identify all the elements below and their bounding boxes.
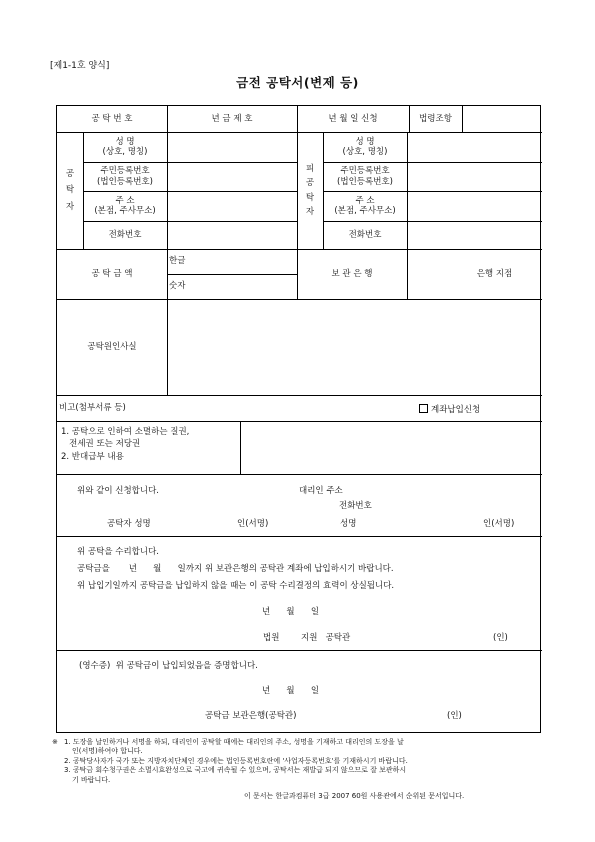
account-deposit-checkbox[interactable] bbox=[419, 403, 480, 415]
agent-seal[interactable]: 인(서명) bbox=[483, 519, 515, 529]
accept-line-2: 공탁금을 년 월 일까지 위 보관은행의 공탁관 계좌에 납입하시기 바랍니다. bbox=[77, 564, 394, 574]
deposit-number-label: 공 탁 번 호 bbox=[91, 113, 133, 124]
depositee-reg-input[interactable] bbox=[407, 162, 542, 191]
law-article-label: 법령조항 bbox=[419, 113, 452, 124]
document-notice: 이 문서는 한글과컴퓨터 3급 2007 60원 사용관에서 순위된 문서입니다. bbox=[244, 792, 465, 800]
depositor-label: 공 탁 자 bbox=[65, 169, 75, 212]
agent-address-label: 대리인 주소 bbox=[299, 486, 343, 496]
agent-name-label: 성명 bbox=[340, 519, 357, 529]
receipt-line: (영수증) 위 공탁금이 납입되었음을 증명합니다. bbox=[79, 661, 258, 671]
depositor-signature-label: 공탁자 성명 bbox=[107, 519, 151, 529]
depositee-address-label: 주 소 (본점, 주사무소) bbox=[334, 195, 396, 216]
depositor-reg-input[interactable] bbox=[167, 162, 297, 191]
receipt-bank: 공탁금 보관은행(공탁관) bbox=[205, 711, 297, 721]
amount-digits-field[interactable]: 숫자 bbox=[169, 281, 186, 292]
checkbox-icon[interactable] bbox=[419, 404, 428, 413]
accept-line-3: 위 납입기일까지 공탁금을 납입하지 않을 때는 이 공탁 수리결정의 효력이 상실됩니다. bbox=[77, 581, 395, 591]
depositee-name-label: 성 명 (상호, 명칭) bbox=[342, 136, 388, 157]
accept-date: 년 월 일 bbox=[262, 607, 320, 617]
apply-date-field[interactable]: 년 월 일 신청 bbox=[328, 113, 378, 124]
depositor-address-label: 주 소 (본점, 주사무소) bbox=[94, 195, 156, 216]
custody-bank-field[interactable]: 은행 지점 bbox=[476, 268, 513, 279]
accept-office: 법원 지원 공탁관 bbox=[263, 633, 351, 643]
depositor-phone-input[interactable] bbox=[167, 221, 297, 249]
depositee-label: 피 공 탁 자 bbox=[305, 163, 315, 217]
accept-seal[interactable]: (인) bbox=[493, 633, 508, 643]
apply-statement: 위와 같이 신청합니다. bbox=[77, 486, 160, 496]
receipt-date: 년 월 일 bbox=[262, 686, 320, 696]
receipt-seal[interactable]: (인) bbox=[447, 711, 462, 721]
depositor-seal[interactable]: 인(서명) bbox=[237, 519, 269, 529]
footnotes: 1. 도장을 날인하거나 서명을 하되, 대리인이 공탁할 때에는 대리인의 주소, 성명을 기재하고 대리인의 도장을 날 인(서명)하여야 합니다. 2. 공탁당사자가 국가 또는 지방자치단체인 경우에는 법인등록번호란에 '사업자등록번호'를 기재하시기 바랍니다. 3. 공탁금 회수청구권은 소멸시효완성으로 국고에 귀속될 수 있으며, 공탁서는 재발급 되지 않으므로 잘 보관하시 기 바랍니다. bbox=[64, 738, 408, 784]
depositor-name-input[interactable] bbox=[167, 132, 297, 162]
depositee-name-input[interactable] bbox=[407, 132, 542, 162]
year-number-field[interactable]: 년 금 제 호 bbox=[211, 113, 253, 124]
agent-phone-label: 전화번호 bbox=[339, 501, 372, 511]
extinguish-input[interactable] bbox=[240, 421, 542, 474]
amount-hangul-field[interactable]: 한글 bbox=[169, 256, 186, 267]
form-number: [제1-1호 양식] bbox=[50, 61, 110, 71]
deposit-form-table bbox=[56, 105, 541, 733]
deposit-amount-label: 공 탁 금 액 bbox=[91, 268, 133, 279]
depositee-reg-label: 주민등록번호 (법인등록번호) bbox=[337, 166, 393, 187]
accept-line-1: 위 공탁을 수리합니다. bbox=[77, 547, 160, 557]
depositor-reg-label: 주민등록번호 (법인등록번호) bbox=[97, 166, 153, 187]
depositor-address-input[interactable] bbox=[167, 191, 297, 221]
depositee-phone-label: 전화번호 bbox=[348, 229, 382, 240]
account-deposit-label: 계좌납입신청 bbox=[431, 405, 481, 415]
depositor-name-label: 성 명 (상호, 명칭) bbox=[102, 136, 148, 157]
depositor-phone-label: 전화번호 bbox=[108, 229, 142, 240]
deposit-cause-label: 공탁원인사실 bbox=[87, 341, 137, 352]
extinguish-items: 1. 공탁으로 인하여 소멸하는 질권, 전세권 또는 저당권 2. 반대급부 내용 bbox=[61, 427, 190, 462]
footnote-mark: ※ bbox=[52, 738, 58, 746]
custody-bank-label: 보 관 은 행 bbox=[331, 268, 373, 279]
depositee-address-input[interactable] bbox=[407, 191, 542, 221]
page-title: 금전 공탁서(변제 등) bbox=[236, 75, 359, 90]
depositee-phone-input[interactable] bbox=[407, 221, 542, 249]
deposit-cause-input[interactable] bbox=[167, 299, 542, 395]
remarks-label: 비고(첨부서류 등) bbox=[59, 402, 126, 413]
